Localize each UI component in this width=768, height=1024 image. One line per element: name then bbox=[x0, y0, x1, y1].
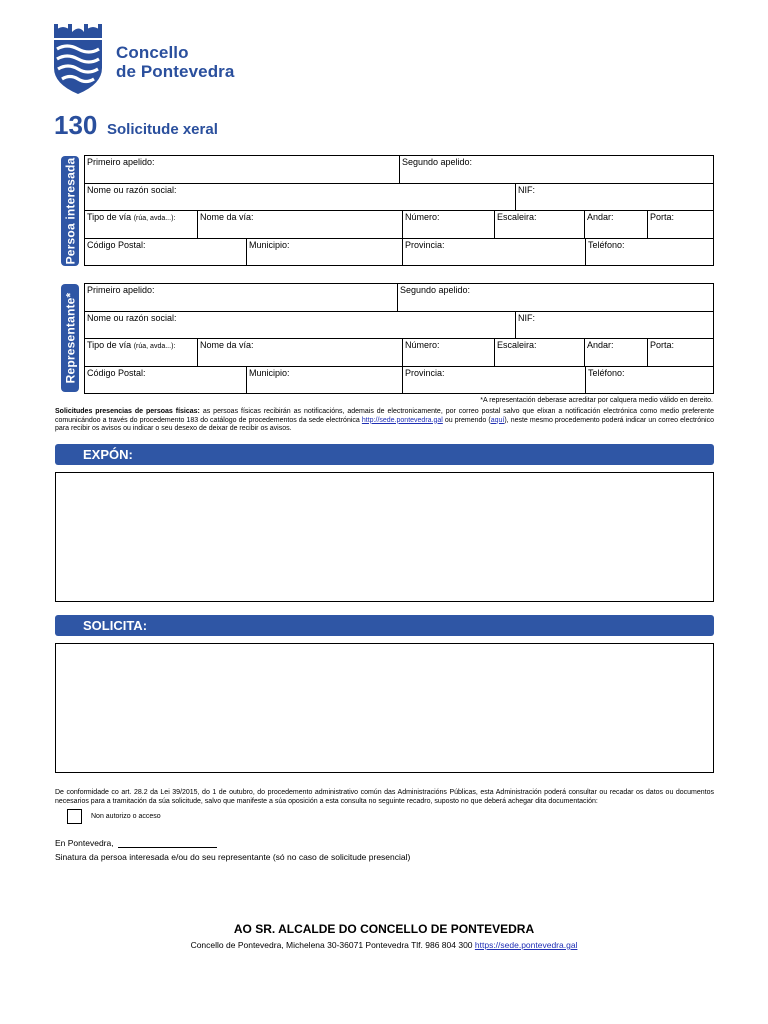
field-label: Municipio: bbox=[249, 368, 290, 378]
consent-text: De conformidade co art. 28.2 da Lei 39/2015, do 1 de outubro, do procedemento administrativo común das Administracións Públicas, esta Administración poderá consultar ou recadar os datos ou documentos necesarios para a tramitación da súa solicitude, salvo que manifeste a súa oposición a esta consulta no seguinte recadro, suposto no que deberá achegar dita documentación: bbox=[55, 789, 714, 805]
field-label: Teléfono: bbox=[588, 240, 625, 250]
field-label: Código Postal: bbox=[87, 240, 146, 250]
representative-codigo-postal[interactable] bbox=[85, 367, 247, 393]
field-label: Tipo de vía bbox=[87, 340, 132, 350]
interested-tipo-via[interactable] bbox=[85, 211, 198, 239]
field-label: Código Postal: bbox=[87, 368, 146, 378]
expon-textarea[interactable] bbox=[55, 472, 714, 602]
field-label: Porta: bbox=[650, 340, 675, 350]
form-number: 130 bbox=[54, 110, 98, 140]
interested-andar[interactable] bbox=[585, 211, 648, 239]
field-label: Escaleira: bbox=[497, 212, 537, 222]
field-label: Número: bbox=[405, 212, 440, 222]
solicita-header: SOLICITA: bbox=[55, 615, 714, 636]
field-label: Teléfono: bbox=[588, 368, 625, 378]
field-label: NIF: bbox=[518, 313, 535, 323]
field-label: Primeiro apelido: bbox=[87, 157, 155, 167]
interested-municipio[interactable] bbox=[247, 239, 403, 265]
representative-nif[interactable] bbox=[516, 312, 713, 339]
signature-date-field[interactable] bbox=[118, 837, 217, 848]
field-label: Primeiro apelido: bbox=[87, 285, 155, 295]
representative-porta[interactable] bbox=[648, 339, 713, 367]
logo-line-2: de Pontevedra bbox=[116, 62, 235, 81]
presencial-note-text-3: ), neste mesmo procedemento poderá indicar un correo electrónico para recibir os avisos ou indicar o seu desexo de deixar de recibir os avisos. bbox=[55, 416, 714, 432]
logo-line-1: Concello bbox=[116, 43, 189, 62]
signature-place: En Pontevedra, bbox=[55, 838, 114, 848]
representative-municipio[interactable] bbox=[247, 367, 403, 393]
field-label: Nome ou razón social: bbox=[87, 313, 177, 323]
field-label: Andar: bbox=[587, 212, 614, 222]
section-tab-representative-label: Representante* bbox=[63, 292, 77, 384]
field-label: Provincia: bbox=[405, 368, 445, 378]
representative-escaleira[interactable] bbox=[495, 339, 585, 367]
field-label: Segundo apelido: bbox=[400, 285, 471, 295]
field-label: Nome da vía: bbox=[200, 340, 254, 350]
interested-telefono[interactable] bbox=[586, 239, 713, 265]
interested-numero[interactable] bbox=[403, 211, 495, 239]
field-label-small: (rúa, avda...): bbox=[133, 343, 176, 350]
representative-tipo-via[interactable] bbox=[85, 339, 198, 367]
interested-primeiro-apelido[interactable] bbox=[85, 156, 400, 184]
signature-label: Sinatura da persoa interesada e/ou do seu representante (só no caso de solicitude presencial) bbox=[55, 852, 411, 862]
representative-numero[interactable] bbox=[403, 339, 495, 367]
interested-escaleira[interactable] bbox=[495, 211, 585, 239]
footer-sede-link[interactable]: https://sede.pontevedra.gal bbox=[474, 940, 578, 950]
presencial-note-text-2: ou premendo ( bbox=[442, 416, 491, 424]
expon-header: EXPÓN: bbox=[55, 444, 714, 465]
aqui-link[interactable]: aquí bbox=[490, 416, 505, 424]
section-tab-interested bbox=[61, 156, 79, 266]
footer-address bbox=[0, 940, 768, 950]
field-label: Segundo apelido: bbox=[402, 157, 473, 167]
field-label: Provincia: bbox=[405, 240, 445, 250]
presencial-note bbox=[55, 408, 714, 434]
footer-address-text: Concello de Pontevedra, Michelena 30-36071 Pontevedra Tlf. 986 804 300 bbox=[190, 940, 475, 950]
field-label: Número: bbox=[405, 340, 440, 350]
presencial-note-text-1: as persoas físicas recibirán as notificacións, ademais de electronicamente, por correo postal salvo que elixan a notificación electrónica como medio preferente comunicándoo a través do procedemento 183 do catálogo de procedementos da sede electrónica bbox=[55, 408, 714, 424]
section-tab-representative bbox=[61, 284, 79, 392]
field-label: Municipio: bbox=[249, 240, 290, 250]
non-autorizo-checkbox[interactable] bbox=[67, 809, 82, 824]
field-label: Porta: bbox=[650, 212, 675, 222]
presencial-note-bold: Solicitudes presencias de persoas físicas: bbox=[55, 408, 200, 415]
representative-segundo-apelido[interactable] bbox=[398, 284, 713, 312]
representative-data-grid bbox=[84, 283, 714, 394]
field-label: Tipo de vía bbox=[87, 212, 132, 222]
representative-andar[interactable] bbox=[585, 339, 648, 367]
section-tab-interested-label: Persoa interesada bbox=[63, 157, 78, 265]
field-label: Nome ou razón social: bbox=[87, 185, 177, 195]
representative-primeiro-apelido[interactable] bbox=[85, 284, 398, 312]
form-title: Solicitude xeral bbox=[107, 121, 218, 138]
interested-codigo-postal[interactable] bbox=[85, 239, 247, 265]
field-label: NIF: bbox=[518, 185, 535, 195]
field-label-small: (rúa, avda...): bbox=[133, 215, 176, 222]
interested-data-grid bbox=[84, 155, 714, 266]
interested-porta[interactable] bbox=[648, 211, 713, 239]
representative-nome[interactable] bbox=[85, 312, 516, 339]
interested-segundo-apelido[interactable] bbox=[400, 156, 713, 184]
field-label: Escaleira: bbox=[497, 340, 537, 350]
sede-link[interactable]: http://sede.pontevedra.gal bbox=[361, 416, 443, 424]
interested-nif[interactable] bbox=[516, 184, 713, 211]
representative-provincia[interactable] bbox=[403, 367, 586, 393]
representation-note: *A representación deberase acreditar por calquera medio válido en dereito. bbox=[480, 397, 713, 404]
recipient-title: AO SR. ALCALDE DO CONCELLO DE PONTEVEDRA bbox=[233, 922, 535, 936]
interested-provincia[interactable] bbox=[403, 239, 586, 265]
concello-logo-shield bbox=[54, 22, 104, 94]
interested-nome-via[interactable] bbox=[198, 211, 403, 239]
solicita-textarea[interactable] bbox=[55, 643, 714, 773]
representative-telefono[interactable] bbox=[586, 367, 713, 393]
non-autorizo-label: Non autorizo o acceso bbox=[91, 813, 161, 820]
field-label: Nome da vía: bbox=[200, 212, 254, 222]
field-label: Andar: bbox=[587, 340, 614, 350]
representative-nome-via[interactable] bbox=[198, 339, 403, 367]
interested-nome[interactable] bbox=[85, 184, 516, 211]
